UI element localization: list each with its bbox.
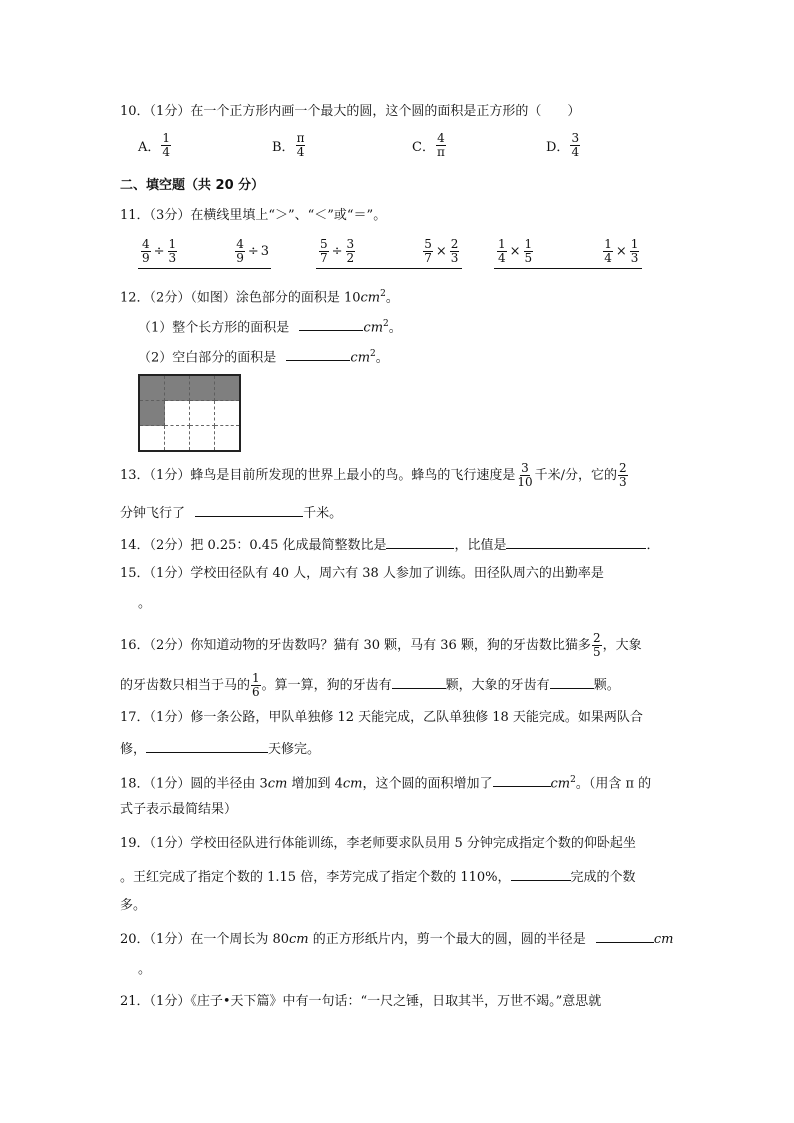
q20-line2: 。 <box>138 962 152 977</box>
q19-line2: 。王红完成了指定个数的 1.15 倍，李芳完成了指定个数的 110%， 完成的个数 <box>120 866 684 888</box>
q16-line2: 的牙齿数只相当于马的 $\frac{1}{6}$ 。算一算，狗的牙齿有 颗，大象的牙齿有 颗。 <box>120 671 620 699</box>
q14-line: 14．（2分）把 0.25：0.45 化成最简整数比是 ，比值是 ． <box>120 534 684 556</box>
q12-stem: 12．（2分）（如图）涂色部分的面积是 $10cm^2$。 <box>120 289 399 306</box>
q10-option-a[interactable]: A． $\frac{1}{4}$ <box>138 131 171 159</box>
q11-compare-3: $\frac{1}{4}$ × $\frac{1}{5}$ $\frac{1}{4}$ × $\frac{1}{3}$ <box>494 238 642 269</box>
q10-option-b-fraction: $\frac{\pi}{4}$ <box>296 131 305 159</box>
q10-option-a-fraction: $\frac{1}{4}$ <box>162 131 171 159</box>
q13-speed-fraction: $\frac{3}{10}$ <box>517 461 533 489</box>
q13-answer-blank[interactable] <box>195 502 303 517</box>
q13-time-fraction: $\frac{2}{3}$ <box>619 461 627 489</box>
q14-answer-blank-1[interactable] <box>386 534 454 549</box>
q16-fraction-1: $\frac{2}{5}$ <box>592 631 601 659</box>
q10-option-c[interactable]: C． $\frac{4}{\pi}$ <box>412 131 445 159</box>
q11-compare-2: $\frac{5}{7}$ ÷ $\frac{3}{2}$ $\frac{5}{7}$ × $\frac{2}{3}$ <box>316 238 462 269</box>
q12-answer-blank-2[interactable] <box>286 346 350 361</box>
q15-line1: 15．（1分）学校田径队有 40 人，周六有 38 人参加了训练。田径队周六的出勤率是 <box>120 566 604 581</box>
q12-answer-blank-1[interactable] <box>299 316 363 331</box>
q13-line1: 13．（1分）蜂鸟是目前所发现的世界上最小的鸟。蜂鸟的飞行速度是 $\frac{3}{10}$ 千米/分，它的 $\frac{2}{3}$ <box>120 461 627 489</box>
q13-line2: 分钟飞行了 千米。 <box>120 502 684 524</box>
section-heading: 二、填空题（共 20 分） <box>120 178 265 193</box>
q11-stem: 11．（3分）在横线里填上“＞”、“＜”或“＝”。 <box>120 208 387 223</box>
q12-sub2: （2）空白部分的面积是 $cm^2$。 <box>138 344 684 368</box>
q19-line1: 19．（1分）学校田径队进行体能训练，李老师要求队员用 5 分钟完成指定个数的仰卧起坐 <box>120 836 636 851</box>
q18-line2: 式子表示最简结果） <box>120 802 238 817</box>
q19-line3: 多。 <box>120 898 147 913</box>
q10-option-d[interactable]: D． $\frac{3}{4}$ <box>546 131 580 159</box>
q19-answer-blank[interactable] <box>511 866 571 881</box>
q14-answer-blank-2[interactable] <box>506 534 646 549</box>
q20-answer-blank[interactable] <box>596 928 654 943</box>
q17-line1: 17．（1分）修一条公路，甲队单独修 12 天能完成，乙队单独修 18 天能完成。如果两队合 <box>120 710 643 725</box>
q16-fraction-2: $\frac{1}{6}$ <box>252 671 260 699</box>
q16-line1: 16．（2分）你知道动物的牙齿数吗？猫有 30 颗，马有 36 颗，狗的牙齿数比猫多 $\frac{2}{5}$ ，大象 <box>120 631 642 659</box>
q21-line1: 21．（1分）《庄子•天下篇》中有一句话：“一尺之锤，日取其半，万世不竭。”意思就 <box>120 994 602 1009</box>
q10-option-b[interactable]: B． $\frac{\pi}{4}$ <box>272 131 305 159</box>
q20-line1: 20．（1分）在一个周长为 80cm 的正方形纸片内，剪一个最大的圆，圆的半径是 cm <box>120 928 684 950</box>
q18-line1: 18．（1分）圆的半径由 3cm 增加到 4cm，这个圆的面积增加了 $cm^2$。（用含 π 的 <box>120 770 684 794</box>
q16-answer-blank-2[interactable] <box>550 674 594 689</box>
q16-answer-blank-1[interactable] <box>392 674 446 689</box>
q10-option-c-fraction: $\frac{4}{\pi}$ <box>436 131 445 159</box>
q12-sub1: （1）整个长方形的面积是 $cm^2$。 <box>138 314 684 338</box>
q10-option-d-fraction: $\frac{3}{4}$ <box>571 131 580 159</box>
q17-line2: 修， 天修完。 <box>120 738 684 760</box>
q11-compare-1: $\frac{4}{9}$ ÷ $\frac{1}{3}$ $\frac{4}{9}$ ÷ 3 <box>138 238 271 269</box>
q15-line2: 。 <box>138 596 152 611</box>
q18-answer-blank[interactable] <box>493 772 551 787</box>
q17-answer-blank[interactable] <box>146 738 268 753</box>
q10-stem: 10．（1分）在一个正方形内画一个最大的圆，这个圆的面积是正方形的（ ） <box>120 104 581 119</box>
q12-rectangle-figure <box>138 374 241 452</box>
